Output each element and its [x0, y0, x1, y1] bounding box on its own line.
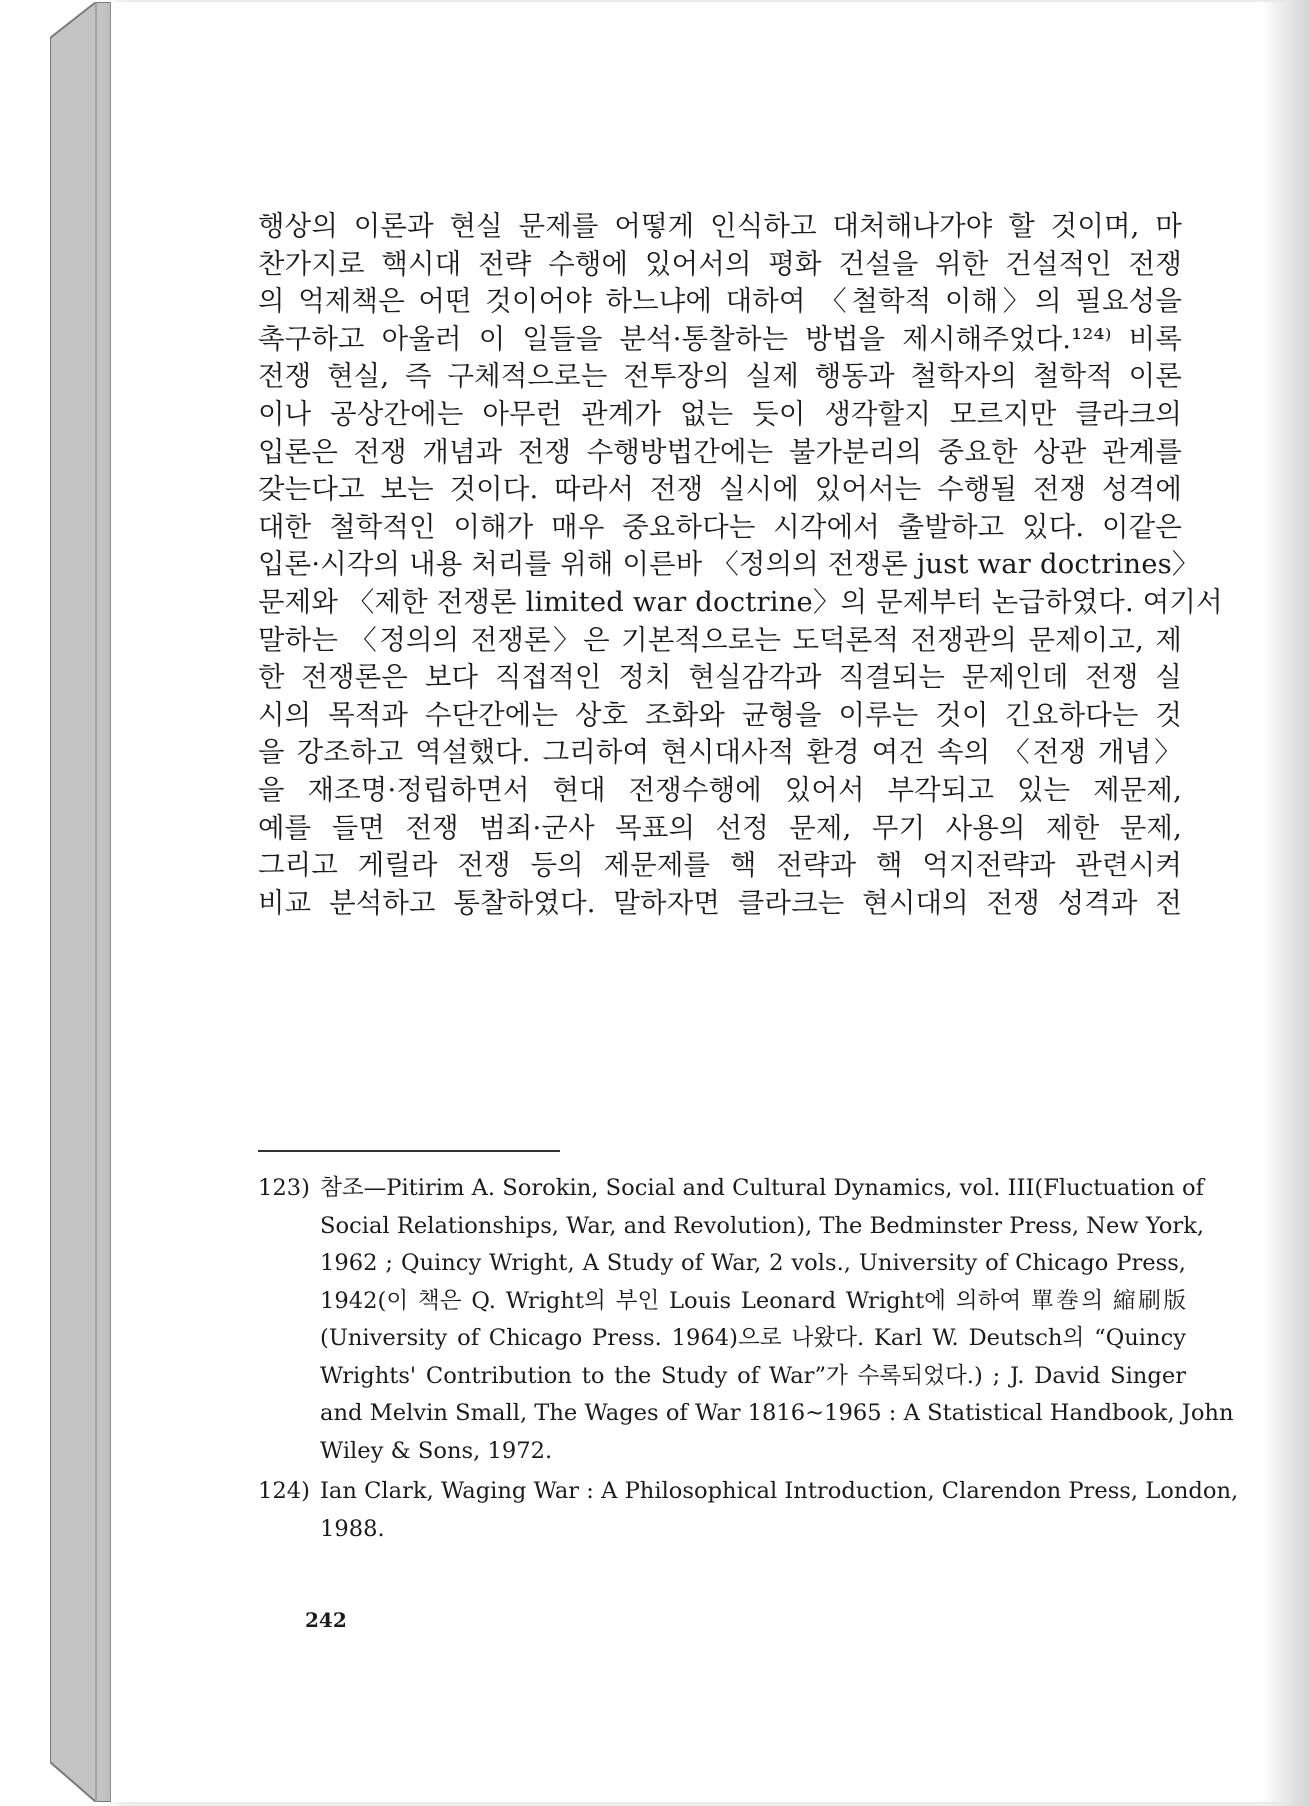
body-line: 시의 목적과 수단간에는 상호 조화와 균형을 이루는 것이 긴요하다는 것 [258, 699, 1182, 731]
body-line: 문제와 〈제한 전쟁론 limited war doctrine〉의 문제부터 논급하였다. 여기서 [258, 586, 1223, 618]
footnote-number: 123) [258, 1175, 310, 1201]
footnote-number: 124) [258, 1478, 310, 1504]
footnote-line: Ian Clark, Waging War : A Philosophical Introduction, Clarendon Press, London, [320, 1478, 1239, 1504]
footnote-123 [258, 1170, 1234, 1470]
body-line: 한 전쟁론은 보다 직접적인 정치 현실감각과 직결되는 문제인데 전쟁 실 [258, 662, 1182, 694]
body-line: 의 억제책은 어떤 것이어야 하느냐에 대하여 〈철학적 이해〉의 필요성을 [258, 286, 1182, 318]
body-line: 입론·시각의 내용 처리를 위해 이른바 〈정의의 전쟁론 just war doctrines〉 [258, 549, 1200, 581]
body-line: 행상의 이론과 현실 문제를 어떻게 인식하고 대처해나가야 할 것이며, 마 [258, 211, 1182, 242]
body-line: 찬가지로 핵시대 전략 수행에 있어서의 평화 건설을 위한 건설적인 전쟁 [258, 248, 1182, 280]
footnote-line: 1942(이 책은 Q. Wright의 부인 Louis Leonard Wright에 의하여 單巻의 縮刷版 [320, 1287, 1186, 1314]
body-line: 촉구하고 아울러 이 일들을 분석·통찰하는 방법을 제시해주었다.¹²⁴⁾ 비록 [258, 323, 1182, 355]
page-edge-shadow [1262, 0, 1310, 1806]
body-line: 을 강조하고 역설했다. 그리하여 현시대사적 환경 여건 속의 〈전쟁 개념〉 [258, 737, 1182, 769]
body-line: 그리고 게릴라 전쟁 등의 제문제를 핵 전략과 핵 억지전략과 관련시켜 [258, 850, 1182, 882]
body-line: 예를 들면 전쟁 범죄·군사 목표의 선정 문제, 무기 사용의 제한 문제, [258, 812, 1182, 844]
footnote-line: 1962 ; Quincy Wright, A Study of War, 2 vols., University of Chicago Press, [320, 1250, 1186, 1276]
body-line: 대한 철학적인 이해가 매우 중요하다는 시각에서 출발하고 있다. 이같은 [258, 511, 1182, 543]
footnotes [258, 1170, 1239, 1551]
footnote-124 [258, 1473, 1239, 1548]
body-line: 이나 공상간에는 아무런 관계가 없는 듯이 생각할지 모르지만 클라크의 [258, 398, 1182, 430]
footnote-line: Wiley & Sons, 1972. [320, 1437, 553, 1464]
page-number: 242 [305, 1608, 347, 1632]
footnote-line: and Melvin Small, The Wages of War 1816~1965 : A Statistical Handbook, John [320, 1400, 1234, 1426]
footnote-line: Social Relationships, War, and Revolution), The Bedminster Press, New York, [320, 1212, 1205, 1239]
footnote-divider [258, 1150, 560, 1152]
body-line: 전쟁 현실, 즉 구체적으로는 전투장의 실제 행동과 철학자의 철학적 이론 [258, 361, 1182, 393]
body-paragraph [258, 208, 1223, 922]
footnote-line: (University of Chicago Press. 1964)으로 나왔다. Karl W. Deutsch의 “Quincy [320, 1325, 1186, 1351]
body-line: 갖는다고 보는 것이다. 따라서 전쟁 실시에 있어서는 수행될 전쟁 성격에 [258, 474, 1182, 506]
body-line: 비교 분석하고 통찰하였다. 말하자면 클라크는 현시대의 전쟁 성격과 전 [258, 887, 1182, 919]
body-line: 을 재조명·정립하면서 현대 전쟁수행에 있어서 부각되고 있는 제문제, [258, 774, 1182, 806]
body-line: 입론은 전쟁 개념과 전쟁 수행방법간에는 불가분리의 중요한 상관 관계를 [258, 436, 1182, 468]
footnote-line: Wrights' Contribution to the Study of War”가 수록되었다.) ; J. David Singer [320, 1362, 1186, 1389]
footnote-line: 1988. [320, 1515, 385, 1542]
footnote-line: 참조—Pitirim A. Sorokin, Social and Cultural Dynamics, vol. III(Fluctuation of [320, 1175, 1205, 1201]
book-spine [50, 2, 112, 1802]
body-line: 말하는 〈정의의 전쟁론〉은 기본적으로는 도덕론적 전쟁관의 문제이고, 제 [258, 624, 1182, 656]
